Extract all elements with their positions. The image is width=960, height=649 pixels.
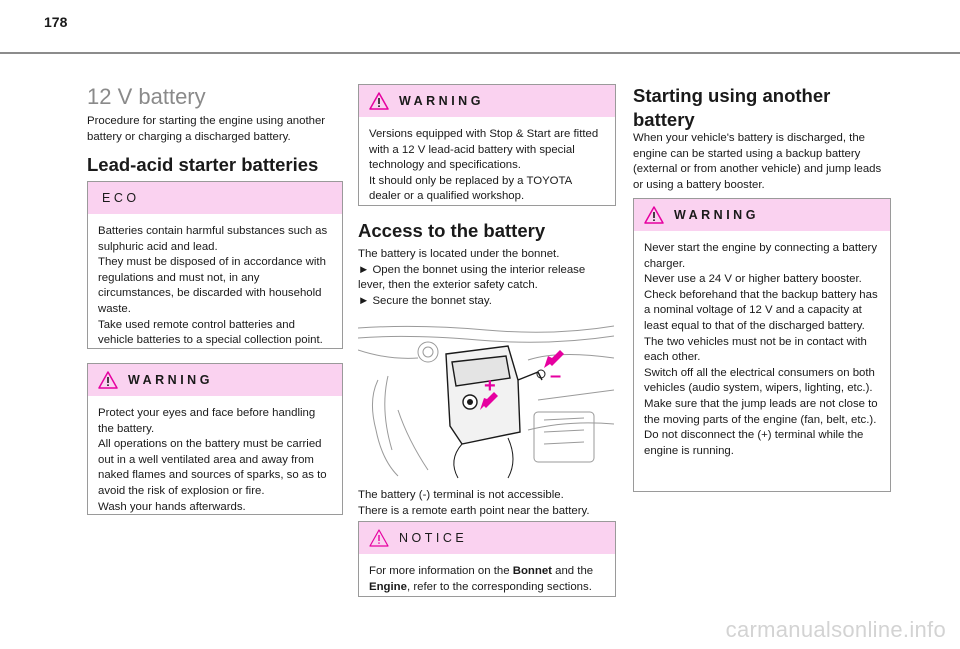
caption-line: There is a remote earth point near the battery. (358, 504, 590, 517)
warning-line: Protect your eyes and face before handling the battery. (98, 407, 316, 435)
warning-line: Check beforehand that the backup battery has a nominal voltage of 12 V and a capacity at least equal to that of the discharged battery. (644, 288, 878, 332)
warning-line: Never start the engine by connecting a battery charger. (644, 242, 878, 270)
warning-line: Make sure that the jump leads are not close to the moving parts of the engine (fan, belt, etc.). (644, 397, 878, 426)
access-line: The battery is located under the bonnet. (358, 248, 560, 260)
notice-text-2: and the (551, 565, 594, 577)
warning-label: WARNING (399, 94, 484, 108)
warning-line: Switch off all the electrical consumers on both vehicles (audio system, wipers, lighting, etc.). (644, 366, 875, 395)
notice-box-header (359, 522, 615, 554)
access-text (358, 247, 614, 309)
warning-line: Do not disconnect the (+) terminal while the engine is running. (644, 429, 864, 457)
section-title-lead-acid: Lead-acid starter batteries (87, 154, 319, 175)
intro-text: Procedure for starting the engine using another battery or charging a discharged battery. (87, 115, 326, 143)
warning-line: Versions equipped with Stop & Start are fitted with a 12 V lead-acid battery with special technology and specifications. (369, 128, 599, 172)
header-rule (0, 52, 960, 54)
page-title: 12 V battery (87, 84, 206, 109)
notice-box-body (359, 554, 615, 603)
figure-caption (358, 488, 614, 519)
warning-triangle-icon (644, 206, 664, 224)
warning-box-body (88, 396, 342, 523)
notice-box (358, 521, 616, 597)
section-title-jump-start: Starting using another battery (633, 85, 831, 130)
warning-box-header (359, 85, 615, 117)
warning-label: WARNING (674, 208, 759, 222)
warning-line: Wash your hands afterwards. (98, 500, 246, 513)
warning-box-handling (87, 363, 343, 515)
eco-box (87, 181, 343, 349)
warning-triangle-icon (369, 92, 389, 110)
access-line: ► Secure the bonnet stay. (358, 294, 492, 307)
page-number: 178 (44, 14, 68, 30)
warning-line: It should only be replaced by a TOYOTA dealer or a qualified workshop. (369, 174, 572, 203)
access-line: ► Open the bonnet using the interior release lever, then the exterior safety catch. (358, 263, 586, 292)
eco-label: ECO (102, 191, 140, 205)
watermark: carmanualsonline.info (725, 617, 946, 642)
link-bonnet: Bonnet (512, 565, 552, 577)
jump-start-intro: When your vehicle's battery is discharged, the engine can be started using a backup battery (external or from another vehicle) and jump leads or using a battery booster. (633, 132, 882, 191)
battery-location-illustration (358, 320, 614, 480)
link-engine: Engine (369, 580, 407, 593)
warning-box-jump-start (633, 198, 891, 492)
notice-text-1: For more information on the (369, 565, 513, 577)
warning-line: All operations on the battery must be carried out in a well ventilated area and away from naked flames and sources of sparks, so as to avoid the risk of explosion or fire. (98, 438, 327, 497)
warning-box-stop-start (358, 84, 616, 206)
eco-line: They must be disposed of in accordance with regulations and must not, in any circumstances, be discarded with household waste. (98, 256, 326, 315)
caption-line: The battery (-) terminal is not accessible. (358, 489, 564, 501)
eco-box-body (88, 214, 342, 357)
eco-line: Take used remote control batteries and vehicle batteries to a special collection point. (98, 318, 323, 347)
section-title-access: Access to the battery (358, 220, 546, 241)
notice-text-3: , refer to the corresponding sections. (406, 580, 592, 593)
eco-line: Batteries contain harmful substances such as sulphuric acid and lead. (98, 225, 328, 253)
plus-label: + (484, 375, 496, 397)
notice-label: NOTICE (399, 531, 468, 545)
warning-line: The two vehicles must not be in contact with each other. (644, 335, 867, 364)
warning-box-header (634, 199, 890, 231)
notice-triangle-icon (369, 529, 389, 547)
warning-box-header (88, 364, 342, 396)
warning-line: Never use a 24 V or higher battery booster. (644, 273, 862, 286)
warning-box-body (634, 231, 890, 467)
notice-text (369, 564, 605, 595)
minus-label: – (550, 365, 562, 387)
warning-box-body (359, 117, 615, 213)
warning-label: WARNING (128, 373, 213, 387)
eco-box-header (88, 182, 342, 214)
warning-triangle-icon (98, 371, 118, 389)
